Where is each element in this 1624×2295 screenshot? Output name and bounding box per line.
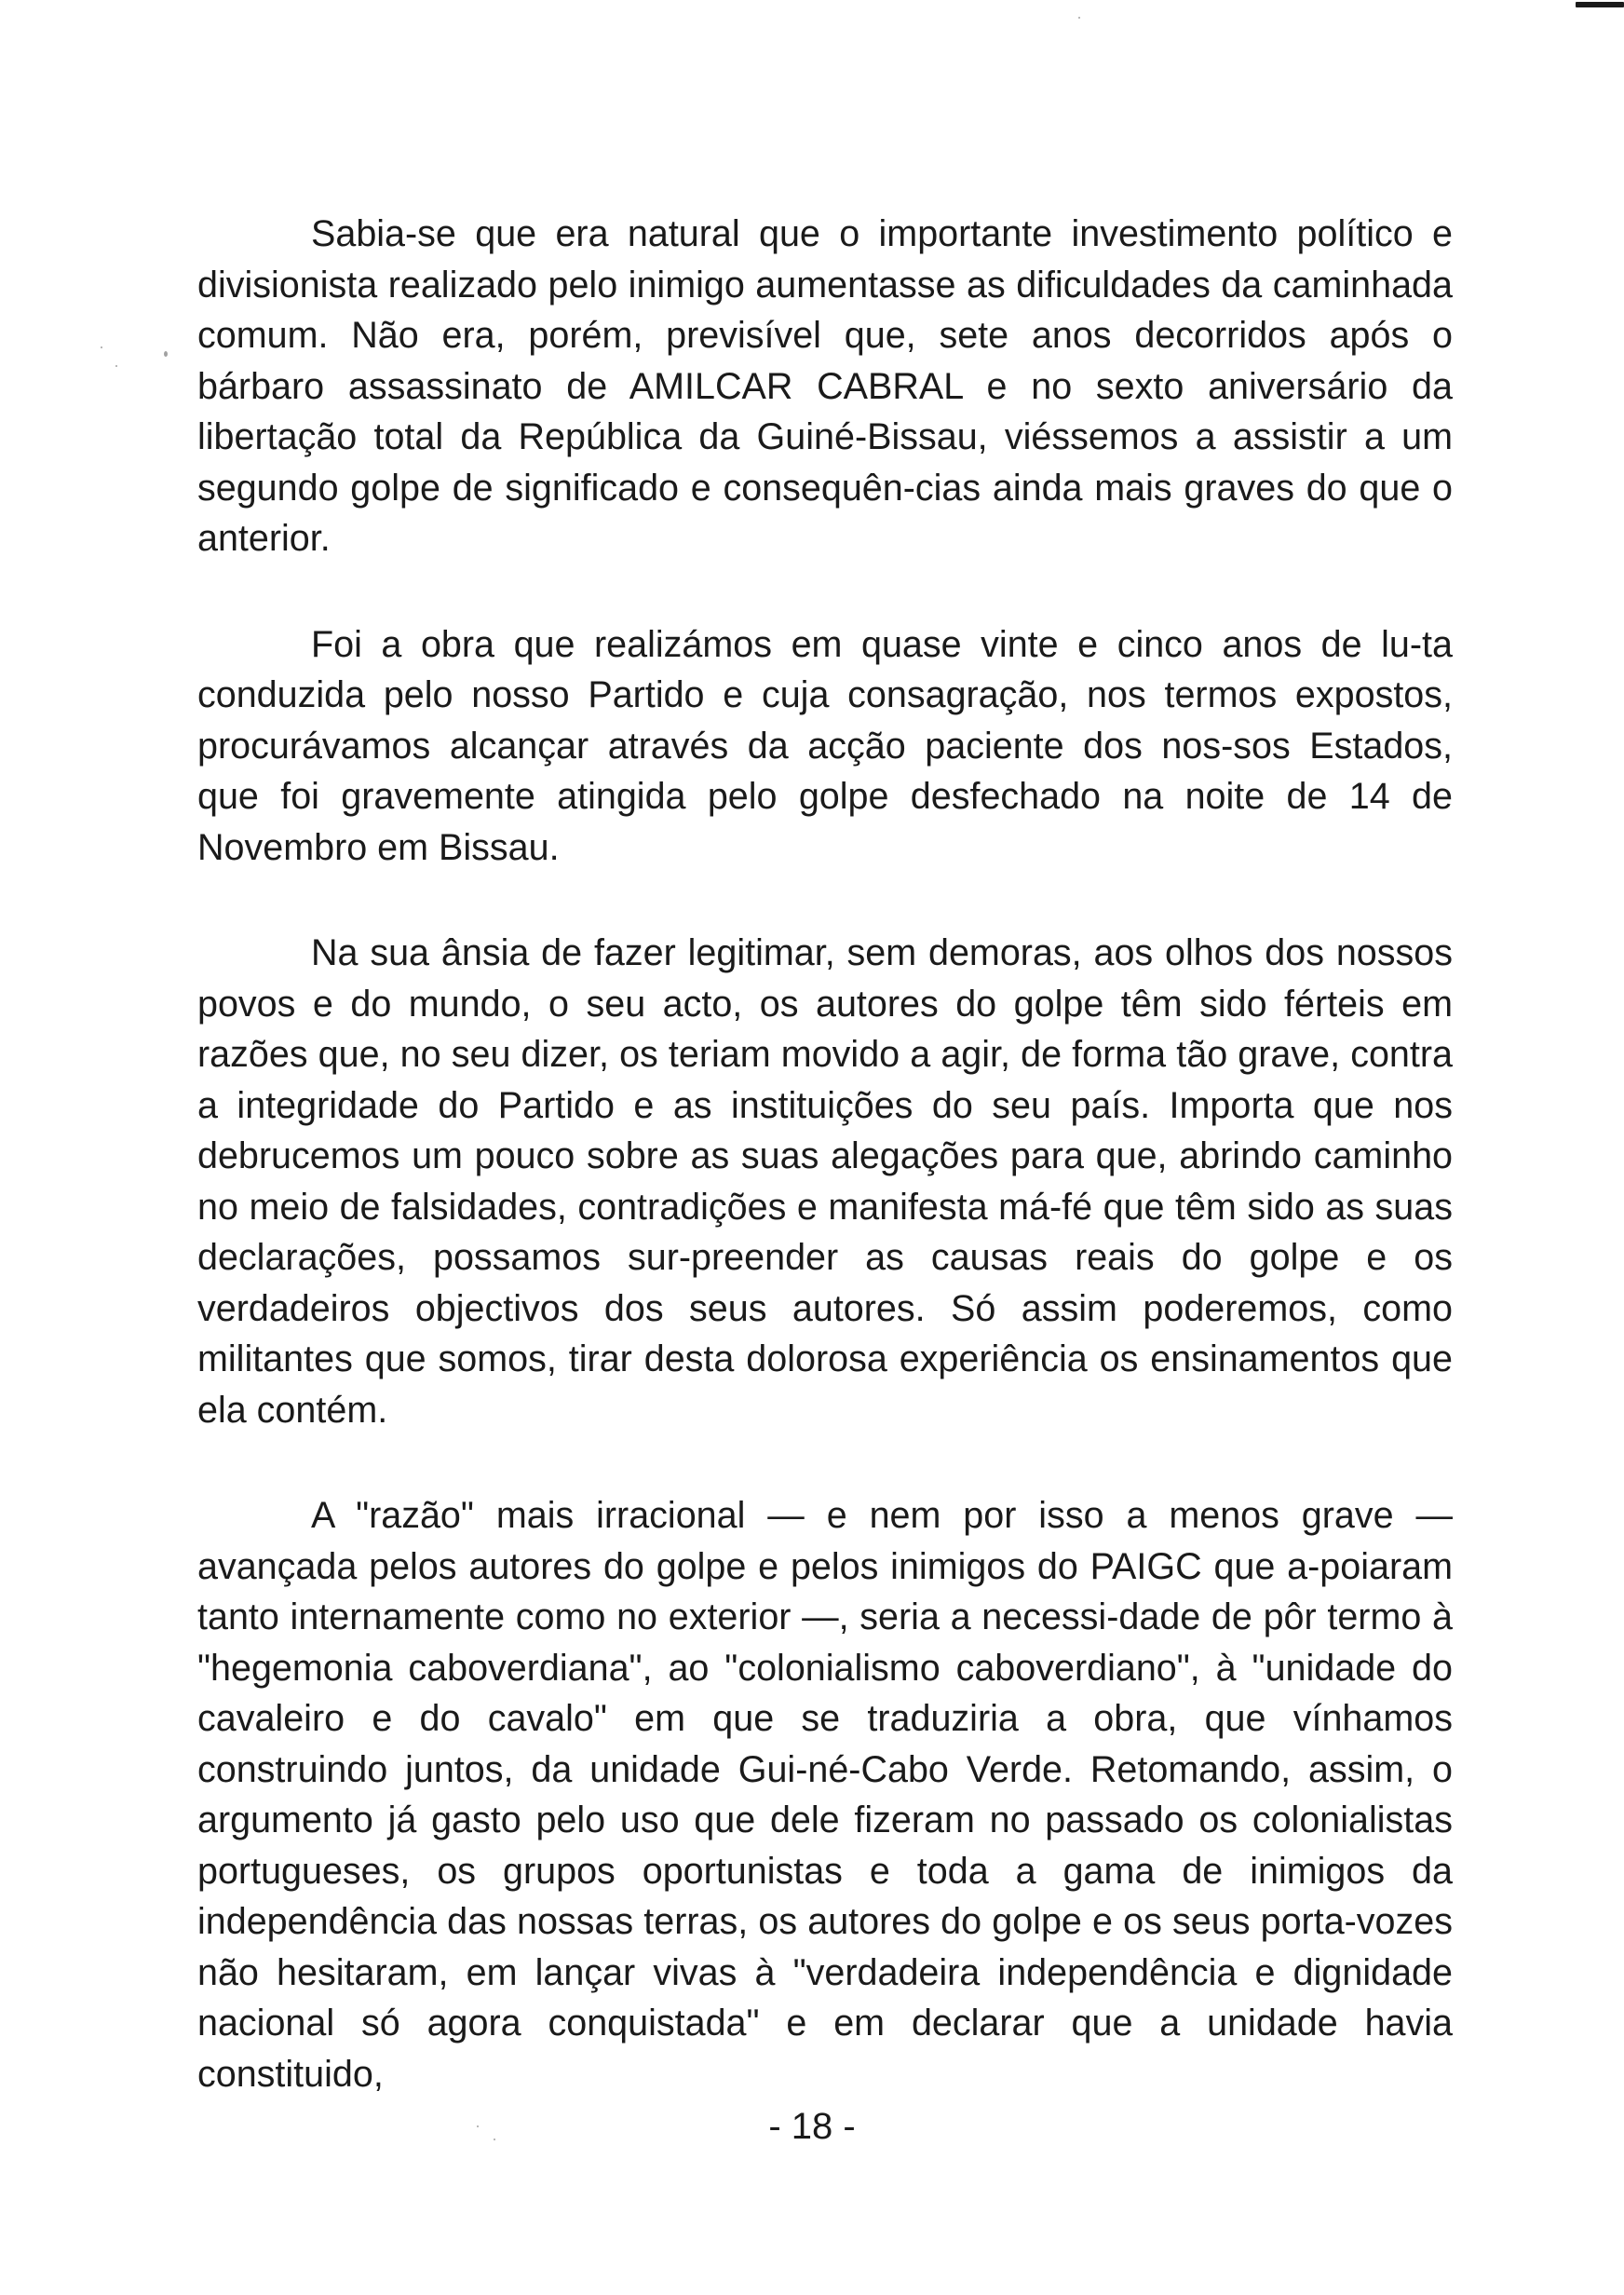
page-number: - 18 -: [768, 2106, 856, 2147]
body-text: [197, 209, 1453, 2099]
scan-edge-mark: [1576, 2, 1624, 7]
scan-speck: [101, 346, 102, 348]
paragraph-1: Sabia-se que era natural que o importante investimento político e divisionista realizado pelo inimigo aumentasse as dificuldades da caminhada comum. Não era, porém, previsível que, sete anos decorridos após o bárbaro assassinato de AMILCAR CABRAL e no sexto aniversário da libertação total da República da Guiné-Bissau, viéssemos a assistir a um segundo golpe de significado e consequên-cias ainda mais graves do que o anterior.: [197, 213, 1453, 559]
paragraph-2: Foi a obra que realizámos em quase vinte e cinco anos de lu-ta conduzida pelo nosso Partido e cuja consagração, nos termos expostos, procurávamos alcançar através da acção paciente dos nos-sos Estados, que foi gravemente atingida pelo golpe desfechado na noite de 14 de Novembro em Bissau.: [197, 623, 1453, 868]
scan-speck: [115, 365, 117, 367]
scan-speck: [164, 351, 168, 357]
paragraph-3: Na sua ânsia de fazer legitimar, sem demoras, aos olhos dos nossos povos e do mundo, o seu acto, os autores do golpe têm sido férteis em razões que, no seu dizer, os teriam movido a agir, de forma tão grave, contra a integridade do Partido e as instituições do seu país. Importa que nos debrucemos um pouco sobre as suas alegações para que, abrindo caminho no meio de falsidades, contradições e manifesta má-fé que têm sido as suas declarações, possamos sur-preender as causas reais do golpe e os verdadeiros objectivos dos seus autores. Só assim poderemos, como militantes que somos, tirar desta dolorosa experiência os ensinamentos que ela contém.: [197, 932, 1453, 1431]
scan-speck: [1078, 17, 1080, 19]
paragraph-4: A "razão" mais irracional — e nem por isso a menos grave — avançada pelos autores do golpe e pelos inimigos do PAIGC que a-poiaram tanto internamente como no exterior —, seria a necessi-dade de pôr termo à "hegemonia caboverdiana", ao "colonialismo caboverdiano", à "unidade do cavaleiro e do cavalo" em que se traduziria a obra, que vínhamos construindo juntos, da unidade Gui-né-Cabo Verde. Retomando, assim, o argumento já gasto pelo uso que dele fizeram no passado os colonialistas portugueses, os grupos oportunistas e toda a gama de inimigos da independência das nossas terras, os autores do golpe e os seus porta-vozes não hesitaram, em lançar vivas à "verdadeira independência e dignidade nacional só agora conquistada" e em declarar que a unidade havia constituido,: [197, 1495, 1453, 2095]
